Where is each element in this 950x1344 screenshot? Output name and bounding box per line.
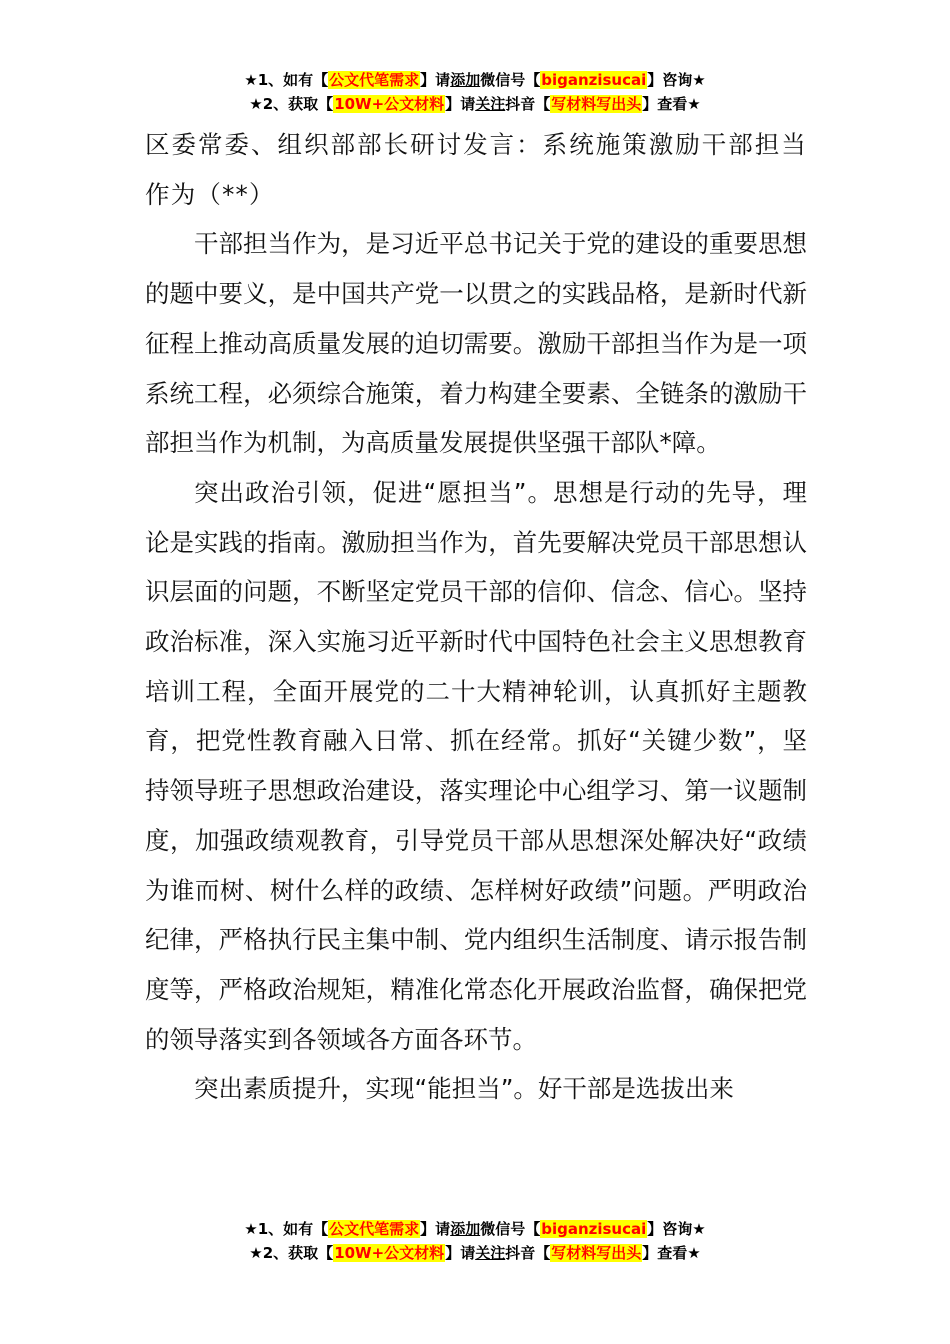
promo-text: 】查看★ [642, 95, 701, 113]
promo-banner-bottom [0, 1217, 950, 1265]
paragraph-quality-improvement: 突出素质提升，实现“能担当”。好干部是选拔出来 [194, 1074, 734, 1104]
promo-wechat-id: biganzisucai [541, 1220, 647, 1238]
promo-underlined-text: 关注 [475, 95, 506, 113]
promo-text: 】请 [420, 1220, 451, 1238]
promo-highlight: 10W+公文材料 [334, 95, 445, 113]
promo-douyin-name: 写材料写出头 [551, 1244, 642, 1262]
promo-text: ★2、获取【 [249, 95, 334, 113]
promo-text: 抖音【 [505, 95, 551, 113]
promo-line-1 [0, 1217, 950, 1241]
promo-line-2 [0, 92, 950, 116]
promo-text: 】查看★ [642, 1244, 701, 1262]
promo-text: 抖音【 [505, 1244, 551, 1262]
promo-text: 微信号【 [480, 71, 541, 89]
promo-underlined-text: 添加 [450, 1220, 481, 1238]
promo-line-2 [0, 1241, 950, 1265]
promo-highlight: 10W+公文材料 [334, 1244, 445, 1262]
paragraph-political-guidance: 突出政治引领，促进“愿担当”。思想是行动的先导，理论是实践的指南。激励担当作为，首先要解决党员干部思想认识层面的问题，不断坚定党员干部的信仰、信念、信心。坚持政治标准，深入实施习近平新时代中国特色社会主义思想教育培训工程，全面开展党的二十大精神轮训，认真抓好主题教育，把党性教育融入日常、抓在经常。抓好“关键少数”，坚持领导班子思想政治建设，落实理论中心组学习、第一议题制度，加强政绩观教育，引导党员干部从思想深处解决好“政绩为谁而树、树什么样的政绩、怎样树好政绩”问题。严明政治纪律，严格执行民主集中制、党内组织生活制度、请示报告制度等，严格政治规矩，精准化常态化开展政治监督，确保把党的领导落实到各领域各方面各环节。 [145, 477, 807, 1054]
promo-text: 】咨询★ [647, 1220, 706, 1238]
promo-highlight: 公文代笔需求 [329, 71, 420, 89]
promo-text: 】请 [420, 71, 451, 89]
promo-underlined-text: 添加 [450, 71, 481, 89]
promo-highlight: 公文代笔需求 [329, 1220, 420, 1238]
promo-text: 】咨询★ [647, 71, 706, 89]
promo-wechat-id: biganzisucai [541, 71, 647, 89]
promo-line-1 [0, 68, 950, 92]
paragraph-intro: 干部担当作为，是习近平总书记关于党的建设的重要思想的题中要义，是中国共产党一以贯之的实践品格，是新时代新征程上推动高质量发展的迫切需要。激励干部担当作为是一项系统工程，必须综合施策，着力构建全要素、全链条的激励干部担当作为机制，为高质量发展提供坚强干部队*障。 [145, 229, 807, 458]
document-title: 区委常委、组织部部长研讨发言：系统施策激励干部担当作为（**） [145, 130, 807, 209]
promo-banner-top [0, 68, 950, 116]
promo-text: ★1、如有【 [244, 1220, 329, 1238]
promo-text: ★2、获取【 [249, 1244, 334, 1262]
document-body [145, 120, 807, 1114]
promo-text: 】请 [445, 95, 476, 113]
promo-underlined-text: 关注 [475, 1244, 506, 1262]
promo-douyin-name: 写材料写出头 [551, 95, 642, 113]
promo-text: ★1、如有【 [244, 71, 329, 89]
promo-text: 微信号【 [480, 1220, 541, 1238]
promo-text: 】请 [445, 1244, 476, 1262]
